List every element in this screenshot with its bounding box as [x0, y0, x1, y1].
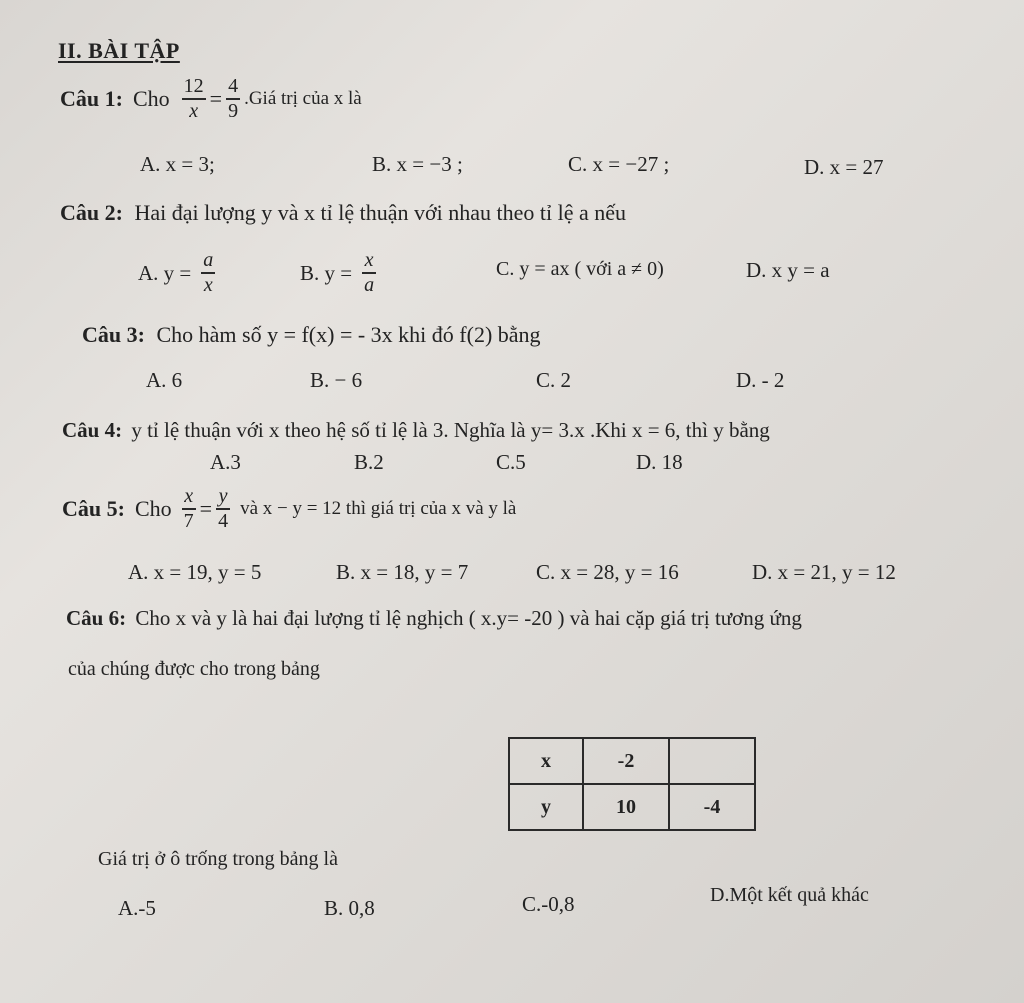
question-3-text: Cho hàm số y = f(x) = - 3x khi đó f(2) bằng: [156, 322, 541, 347]
table-cell: 10: [583, 784, 669, 830]
question-1-option-c[interactable]: C. x = −27 ;: [568, 152, 670, 176]
question-3-option-d[interactable]: D. - 2: [736, 368, 785, 392]
question-5-fraction-2: [216, 486, 230, 532]
question-1-fraction-1-denominator: x: [189, 100, 199, 122]
question-2-text: Hai đại lượng y và x tỉ lệ thuận với nhau theo tỉ lệ a nếu: [134, 200, 627, 225]
question-4-option-c[interactable]: C.5: [496, 450, 526, 474]
table-cell: x: [509, 738, 583, 784]
question-5-suffix: và x − y = 12 thì giá trị của x và y là: [240, 498, 517, 519]
question-5-label: Câu 5:: [62, 496, 125, 521]
question-2-option-b-denominator: a: [364, 274, 375, 296]
question-4-option-a[interactable]: A.3: [210, 450, 241, 474]
question-5-option-b[interactable]: B. x = 18, y = 7: [336, 560, 469, 584]
question-6-text-line-1: Cho x và y là hai đại lượng tỉ lệ nghịch ( x.y= -20 ) và hai cặp giá trị tương ứng: [135, 606, 802, 630]
question-1-fraction-1: [182, 76, 206, 122]
question-2-option-a[interactable]: [138, 250, 219, 296]
section-heading: II. BÀI TẬP: [58, 38, 180, 63]
question-1-suffix: .Giá trị của x là: [244, 88, 362, 109]
question-5-option-a[interactable]: A. x = 19, y = 5: [128, 560, 262, 584]
question-5-fraction-1-numerator: x: [184, 485, 194, 507]
question-2-option-a-numerator: a: [203, 249, 214, 271]
question-3-option-b[interactable]: B. − 6: [310, 368, 363, 392]
question-1: [60, 76, 362, 122]
question-2-option-b-numerator: x: [364, 249, 374, 271]
question-6-option-b[interactable]: B. 0,8: [324, 896, 375, 920]
question-2-option-d[interactable]: D. x y = a: [746, 258, 830, 282]
table-cell-blank: [669, 738, 755, 784]
question-5-option-d[interactable]: D. x = 21, y = 12: [752, 560, 896, 584]
table-cell: -4: [669, 784, 755, 830]
value-table: [508, 737, 756, 831]
question-1-fraction-1-numerator: 12: [183, 75, 204, 97]
question-6-text-line-2: của chúng được cho trong bảng: [68, 658, 320, 680]
question-3-option-a[interactable]: A. 6: [146, 368, 183, 392]
question-1-equals: =: [209, 86, 223, 111]
question-2-option-b-prefix: B. y =: [300, 260, 353, 285]
question-1-fraction-2-numerator: 4: [228, 75, 239, 97]
question-3-label: Câu 3:: [82, 322, 145, 347]
question-1-option-a[interactable]: A. x = 3;: [140, 152, 215, 176]
question-2-option-c[interactable]: C. y = ax ( với a ≠ 0): [496, 258, 664, 280]
table-row: [509, 784, 755, 830]
question-2-option-b-fraction: [362, 250, 376, 296]
question-1-fraction-2-denominator: 9: [228, 100, 239, 122]
table-cell: -2: [583, 738, 669, 784]
question-1-label: Câu 1:: [60, 86, 123, 111]
question-6-option-c[interactable]: C.-0,8: [522, 892, 575, 916]
question-6-prompt: Giá trị ở ô trống trong bảng là: [98, 848, 338, 870]
question-1-option-d[interactable]: D. x = 27: [804, 155, 884, 179]
question-6: [66, 606, 802, 631]
question-2-option-b[interactable]: [300, 250, 380, 296]
question-4-text: y tỉ lệ thuận với x theo hệ số tỉ lệ là 3. Nghĩa là y= 3.x .Khi x = 6, thì y bằng: [131, 418, 770, 442]
question-5-prefix: Cho: [134, 496, 172, 521]
question-5-fraction-1-denominator: 7: [183, 510, 194, 532]
question-4-option-d[interactable]: D. 18: [636, 450, 683, 474]
question-5-fraction-1: [182, 486, 196, 532]
question-3-option-c[interactable]: C. 2: [536, 368, 572, 392]
question-2-option-a-fraction: [201, 250, 215, 296]
question-5: [62, 486, 516, 532]
question-6-option-d[interactable]: D.Một kết quả khác: [710, 884, 869, 906]
question-5-fraction-2-denominator: 4: [218, 510, 229, 532]
question-2-option-a-prefix: A. y =: [138, 260, 192, 285]
question-4: [62, 418, 770, 443]
question-6-option-a[interactable]: A.-5: [118, 896, 156, 920]
question-4-label: Câu 4:: [62, 418, 123, 442]
question-3: [82, 322, 541, 348]
question-4-option-b[interactable]: B.2: [354, 450, 384, 474]
question-6-label: Câu 6:: [66, 606, 127, 630]
question-2-label: Câu 2:: [60, 200, 123, 225]
question-1-option-b[interactable]: B. x = −3 ;: [372, 152, 463, 176]
question-5-fraction-2-numerator: y: [218, 485, 228, 507]
question-5-option-c[interactable]: C. x = 28, y = 16: [536, 560, 679, 584]
question-2: [60, 200, 626, 226]
table-cell: y: [509, 784, 583, 830]
question-2-option-a-denominator: x: [203, 274, 213, 296]
question-1-prefix: Cho: [132, 86, 170, 111]
question-1-fraction-2: [226, 76, 240, 122]
question-5-equals: =: [199, 496, 213, 521]
table-row: [509, 738, 755, 784]
